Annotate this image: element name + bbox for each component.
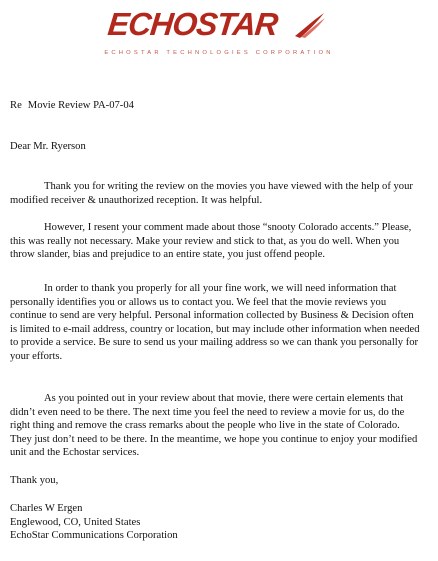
satellite-swoosh-icon (291, 10, 327, 40)
signature-block (10, 502, 178, 543)
signer-organization: EchoStar Communications Corporation (10, 530, 178, 542)
echostar-logo (108, 6, 330, 42)
signer-name: Charles W Ergen (10, 503, 83, 514)
logo-wordmark: ECHOSTAR (106, 6, 280, 42)
paragraph: In order to thank you properly for all your fine work, we will need information that personally identifies you or allows us to contact you. We feel that the movie reviews you continue to send are very helpful. Personal information collected by Business & Decision often is limited to e-mail address, country or location, but may include other information when needed to provide a service. Be sure to send us your mailing address so we can thank you personally for your efforts. (10, 283, 420, 362)
subject-text: Movie Review PA-07-04 (27, 100, 134, 111)
paragraph: However, I resent your comment made about those “snooty Colorado accents.” Please, this was really not necessary. Make your review and stick to that, as you do well. When you throw slander, bias and prejudice to an entire state, you just offend people. (10, 222, 412, 261)
paragraph: As you pointed out in your review about that movie, there were certain elements that didn’t even need to be there. The next time you feel the need to review a movie for us, do the right thing and remove the crass remarks about the people who live in the state of Colorado. They just don’t need to be there. In the meantime, we hope you continue to enjoy your modified unit and the Echostar services. (10, 393, 418, 459)
subject-label: Re (10, 100, 22, 111)
signer-location: Englewood, CO, United States (10, 516, 141, 528)
company-name-line: ECHOSTAR TECHNOLOGIES CORPORATION (104, 50, 334, 56)
subject-line (10, 99, 134, 113)
closing: Thank you, (10, 475, 59, 486)
salutation: Dear Mr. Ryerson (10, 141, 86, 152)
letterhead (0, 0, 438, 70)
paragraph: Thank you for writing the review on the movies you have viewed with the help of your modified receiver & unauthorized reception. It was helpful. (10, 181, 413, 206)
